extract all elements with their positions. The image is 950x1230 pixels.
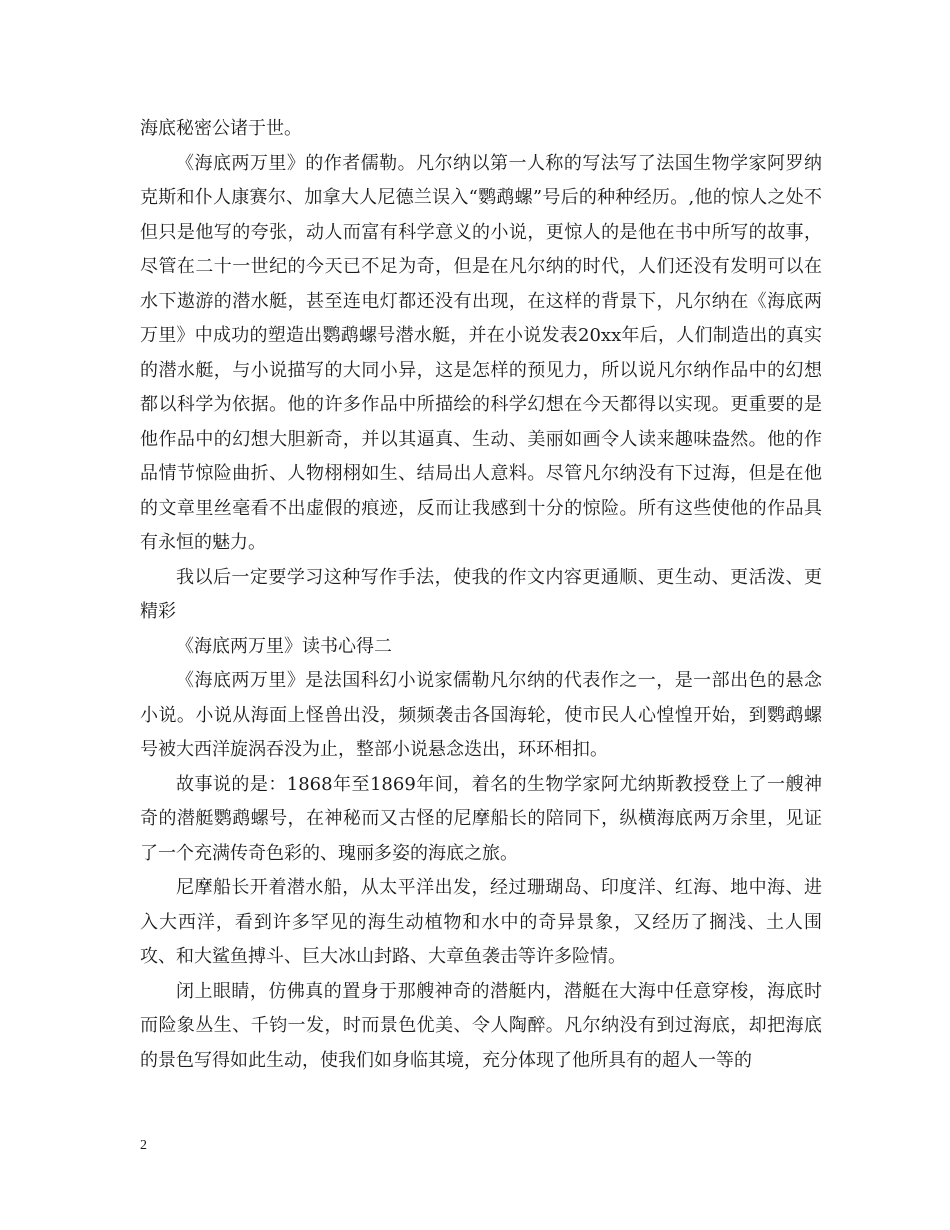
paragraph-voyage: 尼摩船长开着潜水船，从太平洋出发，经过珊瑚岛、印度洋、红海、地中海、进入大西洋，看到许多罕见的海生动植物和水中的奇异景象，又经历了搁浅、土人围攻、和大鲨鱼搏斗、巨大冰山封路、大章鱼袭击等许多险情。 (140, 877, 822, 967)
section-heading: 《海底两万里》读书心得二 (176, 635, 392, 657)
body-text (140, 112, 822, 1078)
paragraph-overview: 《海底两万里》是法国科幻小说家儒勒凡尔纳的代表作之一，是一部出色的悬念小说。小说从海面上怪兽出没，频频袭击各国海轮，使市民人心惶惶开始，到鹦鹉螺号被大西洋旋涡吞没为止，整部小说悬念迭出，环环相扣。 (140, 670, 822, 760)
paragraph-resolution: 我以后一定要学习这种写作手法，使我的作文内容更通顺、更生动、更活泼、更精彩 (140, 566, 822, 622)
paragraph-continuation: 海底秘密公诸于世。 (140, 118, 302, 139)
paragraph-author-intro: 《海底两万里》的作者儒勒。凡尔纳以第一人称的写法写了法国生物学家阿罗纳克斯和仆人康赛尔、加拿大人尼德兰误入“鹦鹉螺”号后的种种经历。,他的惊人之处不但只是他写的夸张，动人而富有科学意义的小说，更惊人的是他在书中所写的故事，尽管在二十一世纪的今天已不足为奇，但是在凡尔纳的时代，人们还没有发明可以在水下遨游的潜水艇，甚至连电灯都还没有出现，在这样的背景下，凡尔纳在《海底两万里》中成功的塑造出鹦鹉螺号潜水艇，并在小说发表20xx年后，人们制造出的真实的潜水艇，与小说描写的大同小异，这是怎样的预见力，所以说凡尔纳作品中的幻想都以科学为依据。他的许多作品中所描绘的科学幻想在今天都得以实现。更重要的是他作品中的幻想大胆新奇，并以其逼真、生动、美丽如画令人读来趣味盎然。他的作品情节惊险曲折、人物栩栩如生、结局出人意料。尽管凡尔纳没有下过海，但是在他的文章里丝毫看不出虚假的痕迹，反而让我感到十分的惊险。所有这些使他的作品具有永恒的魅力。 (140, 152, 822, 553)
paragraph-story: 故事说的是：1868年至1869年间，着名的生物学家阿尤纳斯教授登上了一艘神奇的潜艇鹦鹉螺号，在神秘而又古怪的尼摩船长的陪同下，纵横海底两万余里，见证了一个充满传奇色彩的、瑰丽多姿的海底之旅。 (140, 773, 822, 864)
page-number: 2 (140, 1138, 147, 1153)
paragraph-reflection: 闭上眼睛，仿佛真的置身于那艘神奇的潜艇内，潜艇在大海中任意穿梭，海底时而险象丛生、千钧一发，时而景色优美、令人陶醉。凡尔纳没有到过海底，却把海底的景色写得如此生动，使我们如身临其境，充分体现了他所具有的超人一等的 (140, 980, 822, 1071)
